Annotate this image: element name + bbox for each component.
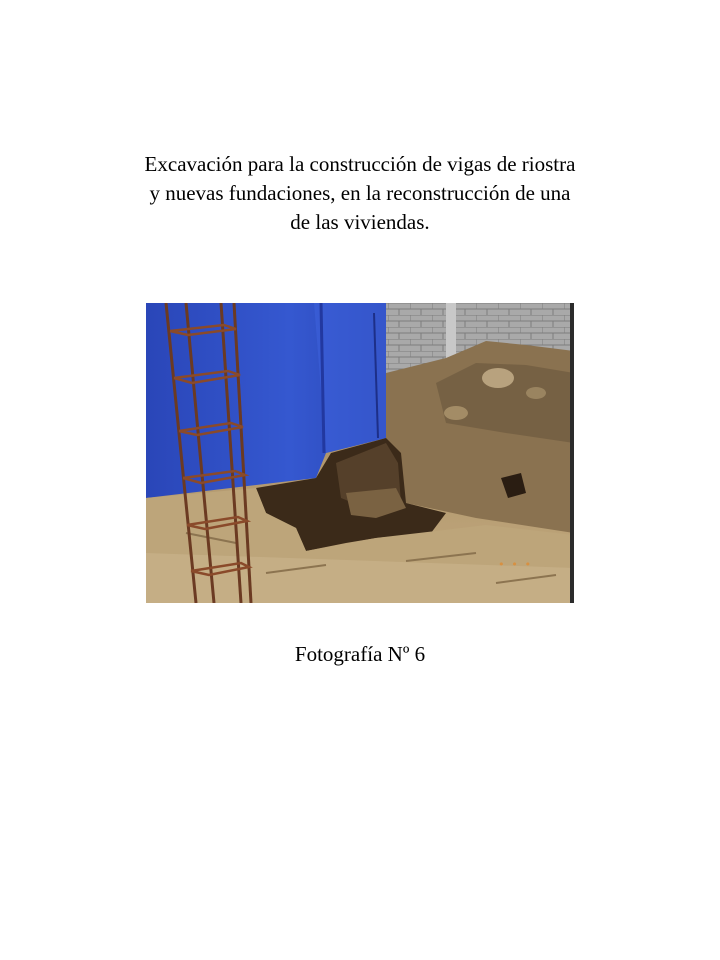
date-stamp-mark: • • • bbox=[498, 558, 532, 571]
excavation-photo-illustration bbox=[146, 303, 574, 603]
caption-line-1: Excavación para la construcción de vigas de riostra bbox=[144, 152, 576, 176]
wall-post bbox=[446, 303, 456, 363]
rock-3 bbox=[444, 406, 468, 420]
photo-edge bbox=[570, 303, 574, 603]
caption-line-3: de las viviendas. bbox=[290, 210, 430, 234]
photo-number-label: Fotografía Nº 6 bbox=[294, 642, 426, 666]
photo-caption bbox=[60, 150, 660, 237]
caption-line-2: y nuevas fundaciones, en la reconstrucción de una bbox=[149, 181, 571, 205]
rock-2 bbox=[526, 387, 546, 399]
rock-1 bbox=[482, 368, 514, 388]
excavation-photo bbox=[146, 303, 574, 603]
